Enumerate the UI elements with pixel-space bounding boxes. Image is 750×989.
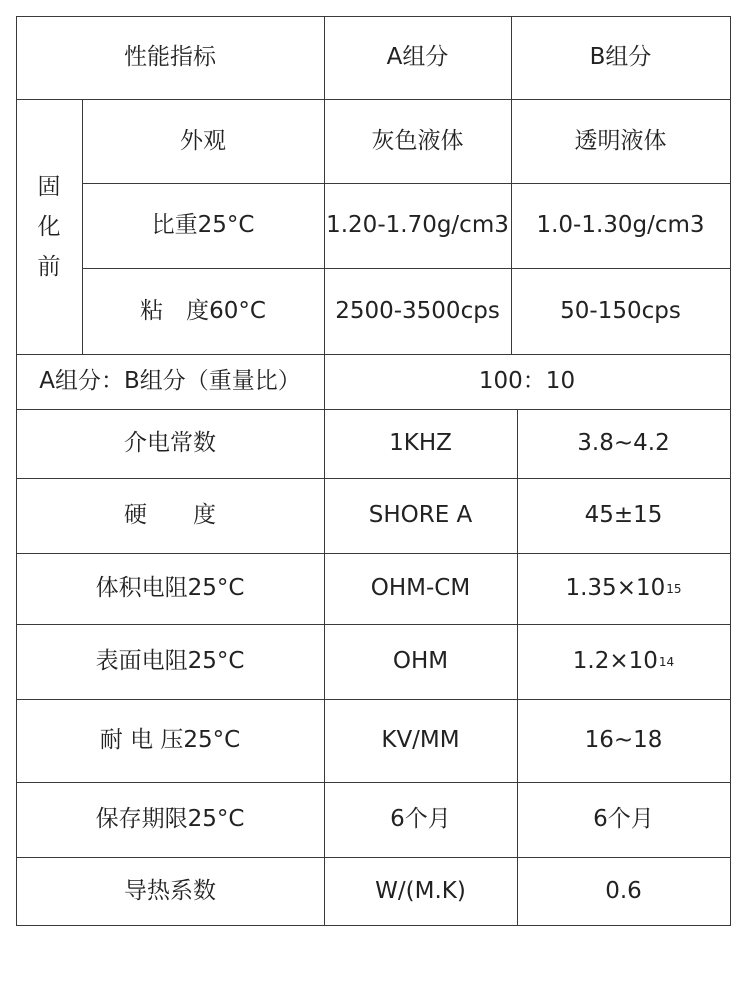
appearance-a: 灰色液体 xyxy=(371,127,464,154)
thermal-conductivity-value: 0.6 xyxy=(605,877,642,904)
viscosity-a: 2500-3500cps xyxy=(335,297,500,324)
dielectric-constant-condition: 1KHZ xyxy=(389,430,452,456)
shelf-life-a: 6个月 xyxy=(390,806,451,832)
viscosity-b: 50-150cps xyxy=(560,297,681,324)
table-border-bottom xyxy=(16,925,730,926)
shelf-life-b: 6个月 xyxy=(593,806,654,832)
appearance-label: 外观 xyxy=(180,127,226,154)
dielectric-strength-value: 16~18 xyxy=(584,727,663,753)
hardness-label: 硬 度 xyxy=(124,502,216,528)
dielectric-constant-value: 3.8~4.2 xyxy=(577,430,670,456)
thermal-conductivity-unit: W/(M.K) xyxy=(375,877,466,904)
specific-gravity-b: 1.0-1.30g/cm3 xyxy=(536,212,705,238)
header-component-a: A组分 xyxy=(386,44,449,70)
surface-resistivity-value xyxy=(517,624,730,699)
dielectric-strength-label: 耐 电 压25°C xyxy=(99,727,241,753)
appearance-b: 透明液体 xyxy=(574,127,667,154)
surface-resistivity-label: 表面电阻25°C xyxy=(95,648,245,674)
pre-cure-char: 前 xyxy=(37,253,61,280)
surface-resistivity-mantissa: 1.2×10 xyxy=(572,648,658,674)
viscosity-label: 粘 度60°C xyxy=(140,297,266,324)
shelf-life-label: 保存期限25°C xyxy=(95,806,245,832)
volume-resistivity-label: 体积电阻25°C xyxy=(95,575,245,601)
hardness-condition: SHORE A xyxy=(368,502,473,528)
dielectric-strength-condition: KV/MM xyxy=(381,727,460,753)
volume-resistivity-condition: OHM-CM xyxy=(370,575,471,601)
surface-resistivity-condition: OHM xyxy=(392,648,449,674)
pre-cure-char: 化 xyxy=(37,213,61,240)
volume-resistivity-exponent: 15 xyxy=(666,581,682,596)
surface-resistivity-exponent: 14 xyxy=(658,654,675,669)
table-border-right xyxy=(730,16,731,926)
mix-ratio-label: A组分：B组分（重量比） xyxy=(39,368,301,394)
header-component-b: B组分 xyxy=(589,44,652,70)
pre-cure-group-label xyxy=(16,99,82,354)
volume-resistivity-value xyxy=(517,553,730,624)
specific-gravity-a: 1.20-1.70g/cm3 xyxy=(326,212,509,238)
pre-cure-char: 固 xyxy=(37,173,61,200)
thermal-conductivity-label: 导热系数 xyxy=(124,877,216,904)
header-metric: 性能指标 xyxy=(124,44,216,70)
dielectric-constant-label: 介电常数 xyxy=(124,430,216,456)
mix-ratio-value: 100：10 xyxy=(478,368,576,394)
specific-gravity-label: 比重25°C xyxy=(151,212,255,238)
hardness-value: 45±15 xyxy=(584,502,663,528)
volume-resistivity-mantissa: 1.35×10 xyxy=(565,575,666,601)
